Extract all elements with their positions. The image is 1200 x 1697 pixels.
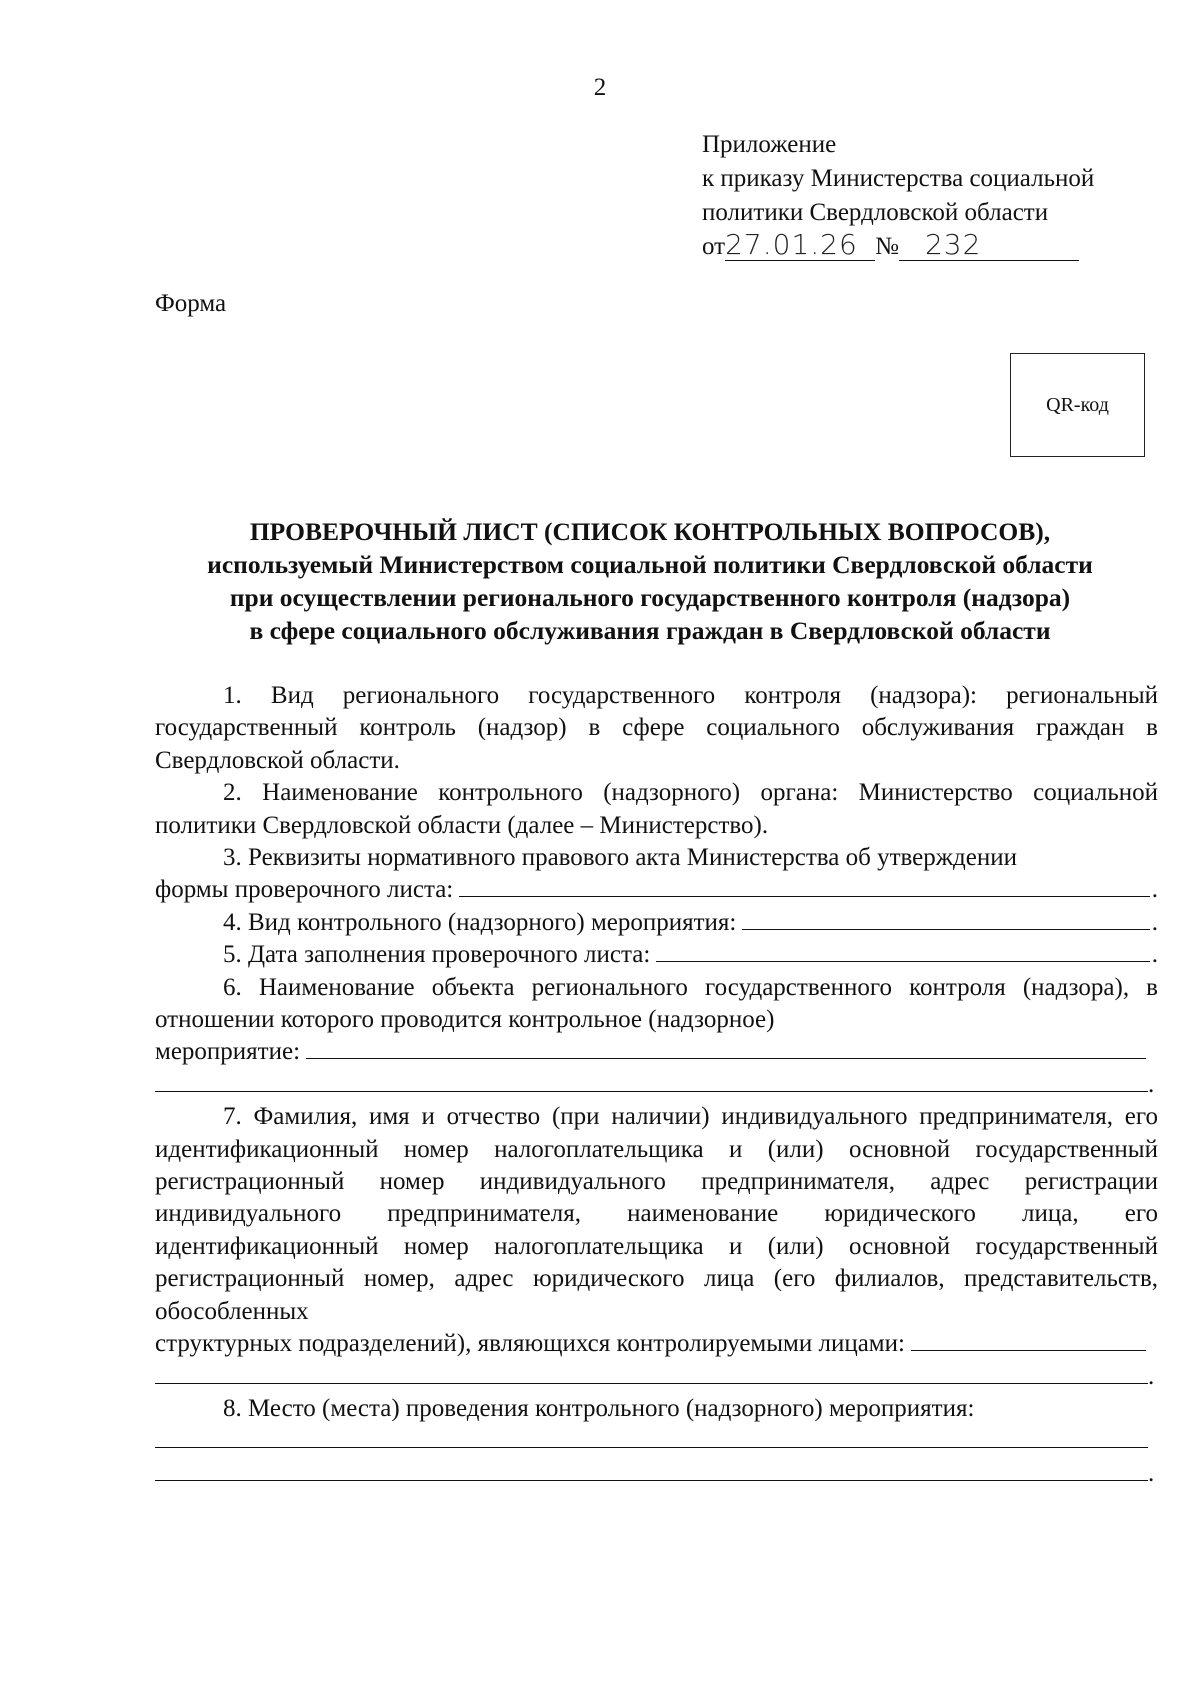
handwritten-number: 232 — [899, 230, 1079, 261]
item-7-fill — [155, 1328, 1158, 1360]
date-prefix: от — [702, 233, 726, 260]
item-7: 7. Фамилия, имя и отчество (при наличии) индивидуального предпринимателя, его идентификационный номер налогоплательщика и (или) основной государственный регистрационный номер индивидуального предпринимателя, адрес регистрации индивидуального предпринимателя, наименование юридического лица, его идентификационный номер налогоплательщика и (или) основной государственный регистрационный номер, адрес юридического лица (его филиалов, представительств, обособленных — [155, 1103, 1158, 1325]
title-line-3: при осуществлении регионального государственного контроля (надзора) — [229, 583, 1071, 612]
item-6-blank[interactable] — [306, 1036, 1146, 1059]
appendix-block — [702, 128, 1094, 264]
item-3-blank[interactable] — [459, 874, 1150, 897]
item-6-fill — [155, 1036, 1158, 1068]
page-number: 2 — [593, 74, 607, 101]
item-3-fill — [155, 874, 1158, 906]
item-4-fill — [155, 907, 1158, 939]
item-4-end-mark: . — [1151, 908, 1158, 936]
number-sign: № — [875, 233, 899, 260]
item-3-continuation: формы проверочного листа: — [155, 876, 454, 904]
item-7-end-mark: . — [1148, 1362, 1155, 1390]
title-line-2: используемый Министерством социальной политики Свердловской области — [207, 550, 1093, 579]
item-7-blank[interactable] — [911, 1328, 1146, 1351]
qr-code-label: QR-код — [1046, 393, 1109, 416]
checklist-body — [155, 680, 1158, 1490]
item-8: 8. Место (места) проведения контрольного (надзорного) мероприятия: — [223, 1394, 975, 1422]
form-label: Форма — [155, 290, 227, 317]
item-8-end-mark: . — [1148, 1459, 1155, 1487]
appendix-line-3: политики Свердловской области — [702, 199, 1049, 226]
item-5-blank[interactable] — [656, 939, 1149, 962]
document-title — [140, 515, 1160, 647]
item-7-continuation: структурных подразделений), являющихся контролируемыми лицами: — [155, 1330, 905, 1358]
item-4-blank[interactable] — [742, 907, 1149, 930]
appendix-line-2: к приказу Министерства социальной — [702, 165, 1095, 192]
item-6-blank-line[interactable] — [155, 1069, 1158, 1101]
item-8-blank-line-2[interactable] — [155, 1458, 1158, 1490]
title-line-4: в сфере социального обслуживания граждан в Свердловской области — [249, 616, 1051, 645]
item-2: 2. Наименование контрольного (надзорного) органа: Министерство социальной политики Свердловской области (далее – Министерство). — [155, 779, 1158, 839]
title-line-1: ПРОВЕРОЧНЫЙ ЛИСТ (СПИСОК КОНТРОЛЬНЫХ ВОПРОСОВ), — [249, 517, 1051, 546]
qr-code-placeholder — [1010, 353, 1145, 457]
item-7-blank-line[interactable] — [155, 1361, 1158, 1393]
item-5-fill — [155, 939, 1158, 971]
item-6-end-mark: . — [1148, 1070, 1155, 1098]
item-8-blank-line-1[interactable] — [155, 1425, 1158, 1457]
appendix-line-1: Приложение — [702, 131, 837, 158]
item-1: 1. Вид регионального государственного контроля (надзора): региональный государственный контроль (надзор) в сфере социального обслуживания граждан в Свердловской области. — [155, 682, 1158, 774]
item-6-continuation: мероприятие: — [155, 1038, 301, 1066]
item-6: 6. Наименование объекта регионального государственного контроля (надзора), в отношении которого проводится контрольное (надзорное) — [155, 973, 1158, 1034]
item-4: 4. Вид контрольного (надзорного) мероприятия: — [223, 908, 737, 936]
item-5-end-mark: . — [1151, 941, 1158, 969]
handwritten-date: 27.01.26 — [725, 230, 875, 261]
appendix-date-number-line — [702, 230, 1094, 264]
item-3-end-mark: . — [1151, 876, 1158, 904]
item-5: 5. Дата заполнения проверочного листа: — [223, 941, 651, 969]
item-3: 3. Реквизиты нормативного правового акта Министерства об утверждении — [223, 844, 1018, 872]
